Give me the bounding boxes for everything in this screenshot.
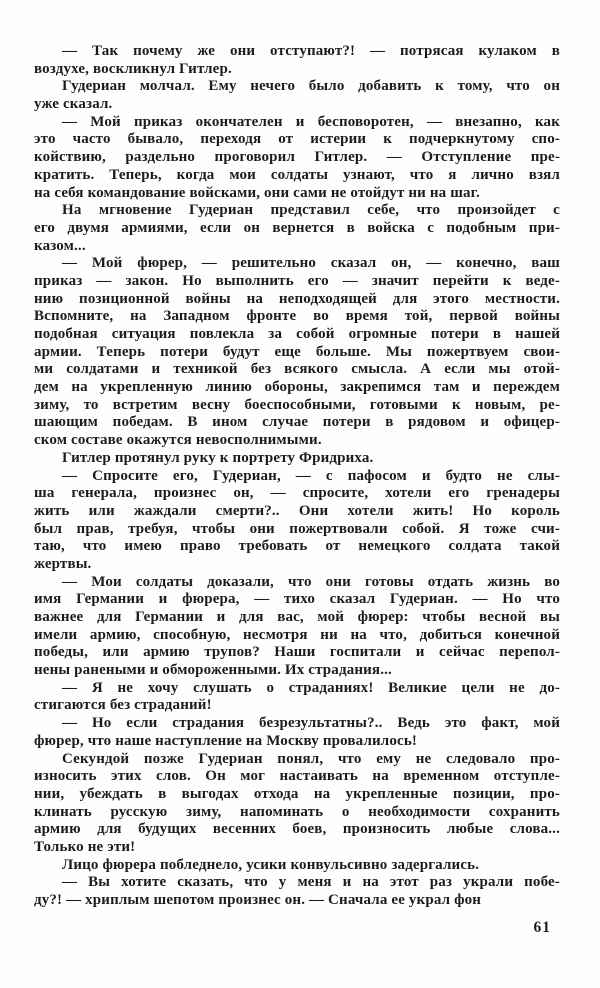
text-line: шающим победам. В ином случае потери в рядовом и офицер- — [34, 414, 560, 431]
text-line: — Мои солдаты доказали, что они готовы отдать жизнь во — [62, 573, 560, 590]
text-line: Гудериан молчал. Ему нечего было добавить к тому, что он — [62, 78, 560, 95]
text-line: победы, или армию трупов? Наши госпитали и сейчас перепол- — [34, 644, 560, 661]
text-line: Гитлер протянул руку к портрету Фридриха. — [62, 449, 374, 466]
text-line: подобная ситуация повлекла за собой огромные потери в нашей — [34, 326, 560, 342]
text-line: на себя командование войсками, они сами не отойдут ни на шаг. — [34, 184, 480, 201]
text-line: — Так почему же они отступают?! — потрясая кулаком в — [62, 43, 560, 59]
text-line: таю, что имею право требовать от немецкого солдата такой — [34, 538, 560, 555]
text-line: жертвы. — [34, 555, 92, 572]
text-line: нии, убеждать в выгодах отхода на укрепленные позиции, про- — [34, 785, 560, 802]
text-line: зиму, то встретим весну боеспособными, готовыми к новым, ре- — [34, 396, 560, 413]
text-line: На мгновение Гудериан представил себе, что произойдет с — [62, 202, 560, 219]
text-line: кратить. Теперь, когда мои солдаты узнают, что я лично взял — [34, 166, 560, 183]
text-line: ду?! — хриплым шепотом произнес он. — Сначала ее украл фон — [34, 892, 482, 908]
text-line: приказ — закон. Но выполнить его — значит перейти к веде- — [34, 272, 560, 289]
text-line: ми солдатами и техникой без всякого смысла. А если мы отой- — [34, 361, 560, 378]
text-line: жить или жаждали смерти?.. Они хотели жить! Но король — [34, 502, 560, 519]
text-line: нию позиционной войны на неподходящей для этого местности. — [34, 290, 560, 307]
text-line: Только не эти! — [34, 838, 136, 855]
text-line: — Мой приказ окончателен и бесповоротен, — внезапно, как — [62, 113, 560, 130]
text-line: был прав, требуя, чтобы они пожертвовали собой. Я тоже счи- — [34, 520, 560, 537]
text-line: его двумя армиями, если он вернется в войска с подобным при- — [34, 219, 560, 236]
text-line: казом... — [34, 237, 86, 254]
text-line: воздухе, воскликнул Гитлер. — [34, 60, 232, 77]
text-line: армии. Теперь потери будут еще больше. Мы пожертвуем свои- — [34, 343, 560, 360]
text-line: — Я не хочу слушать о страданиях! Великие цели не до- — [62, 679, 560, 696]
text-line: имели армию, способную, несмотря ни на что, добиться конечной — [34, 626, 560, 643]
text-line: уже сказал. — [34, 96, 113, 113]
text-line: Вспомните, на Западном фронте во время той, первой войны — [34, 308, 560, 325]
text-line: износить этих слов. Он мог настаивать на временном отступле- — [34, 768, 560, 785]
text-line: клинать русскую зиму, напоминать о необходимости сохранить — [34, 803, 560, 820]
text-line: стигаются без страданий! — [34, 697, 212, 714]
text-line: дем на укрепленную линию обороны, закрепимся там и переждем — [34, 379, 560, 396]
text-line: — Вы хотите сказать, что у меня и на этот раз украли побе- — [62, 874, 560, 891]
text-line: — Мой фюрер, — решительно сказал он, — конечно, ваш — [62, 255, 560, 272]
page-number: 61 — [533, 919, 551, 936]
text-line: фюрер, что наше наступление на Москву провалилось! — [34, 732, 418, 749]
text-line: — Но если страдания безрезультатны?.. Ведь это факт, мой — [62, 715, 560, 732]
text-line: Секундой позже Гудериан понял, что ему не следовало про- — [62, 750, 560, 767]
text-line: койствию, раздельно проговорил Гитлер. — Отступление пре- — [34, 149, 560, 166]
text-line: нены ранеными и обмороженными. Их страдания... — [34, 662, 392, 679]
text-line: Лицо фюрера побледнело, усики конвульсивно задергались. — [62, 856, 480, 873]
text-line: армию для будущих весенних боев, произносить любые слова... — [34, 821, 560, 838]
text-line: это часто бывало, переходя от истерии к подчеркнутому спо- — [34, 131, 560, 148]
text-line: — Спросите его, Гудериан, — с пафосом и будто не слы- — [62, 467, 560, 484]
page-text — [34, 43, 560, 910]
text-line: ша генерала, произнес он, — спросите, хотели его гренадеры — [34, 485, 560, 502]
text-line: важнее для Германии и для вас, мой фюрер: чтобы весной вы — [34, 609, 560, 625]
text-line: ском составе окажутся невосполнимыми. — [34, 432, 322, 449]
text-line: имя Германии и фюрера, — тихо сказал Гудериан. — Но что — [34, 591, 560, 608]
